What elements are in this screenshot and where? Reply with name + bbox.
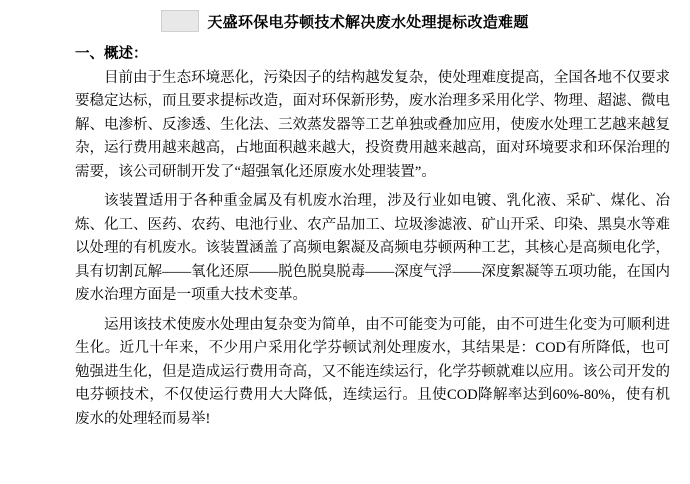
page-title: 天盛环保电芬顿技术解决废水处理提标改造难题 [207, 14, 529, 31]
paragraph-2: 该装置适用于各种重金属及有机废水治理，涉及行业如电镀、乳化液、采矿、煤化、冶炼、化工、医药、农药、电池行业、农产品加工、垃圾渗滤液、矿山开采、印染、黑臭水等难以处理的有机废水。该装置涵盖了高频电絮凝及高频电芬顿两种工艺，其核心是高频电化学，具有切割瓦解——氧化还原——脱色脱臭脱毒——深度气浮——深度絮凝等五项功能，在国内废水治理方面是一项重大技术变革。 [75, 193, 670, 304]
section-heading-overview: 一、概述： [75, 46, 148, 62]
document-page [0, 10, 690, 484]
paragraph-3: 运用该技术使废水处理由复杂变为简单，由不可能变为可能，由不可进生化变为可顺利进生化。近几十年来，不少用户采用化学芬顿试剂处理废水，其结果是：COD有所降低，也可勉强进生化，但是造成运行费用奇高，又不能连续运行，化学芬顿就难以应用。该公司开发的电芬顿技术，不仅使运行费用大大降低，连续运行。且使COD降解率达到60%-80%，使有机废水的处理轻而易举! [75, 316, 670, 427]
document-title-row [0, 10, 690, 32]
title-image-placeholder [161, 10, 199, 32]
paragraph-1: 目前由于生态环境恶化，污染因子的结构越发复杂，使处理难度提高，全国各地不仅要求要稳定达标，而且要求提标改造，面对环保新形势，废水治理多采用化学、物理、超滤、微电解、电渗析、反渗透、生化法、三效蒸发器等工艺单独或叠加应用，使废水处理工艺越来越复杂，运行费用越来越高，占地面积越来越大，投资费用越来越高，面对环境要求和环保治理的需要，该公司研制开发了“超强氧化还原废水处理装置”。 [75, 70, 670, 180]
